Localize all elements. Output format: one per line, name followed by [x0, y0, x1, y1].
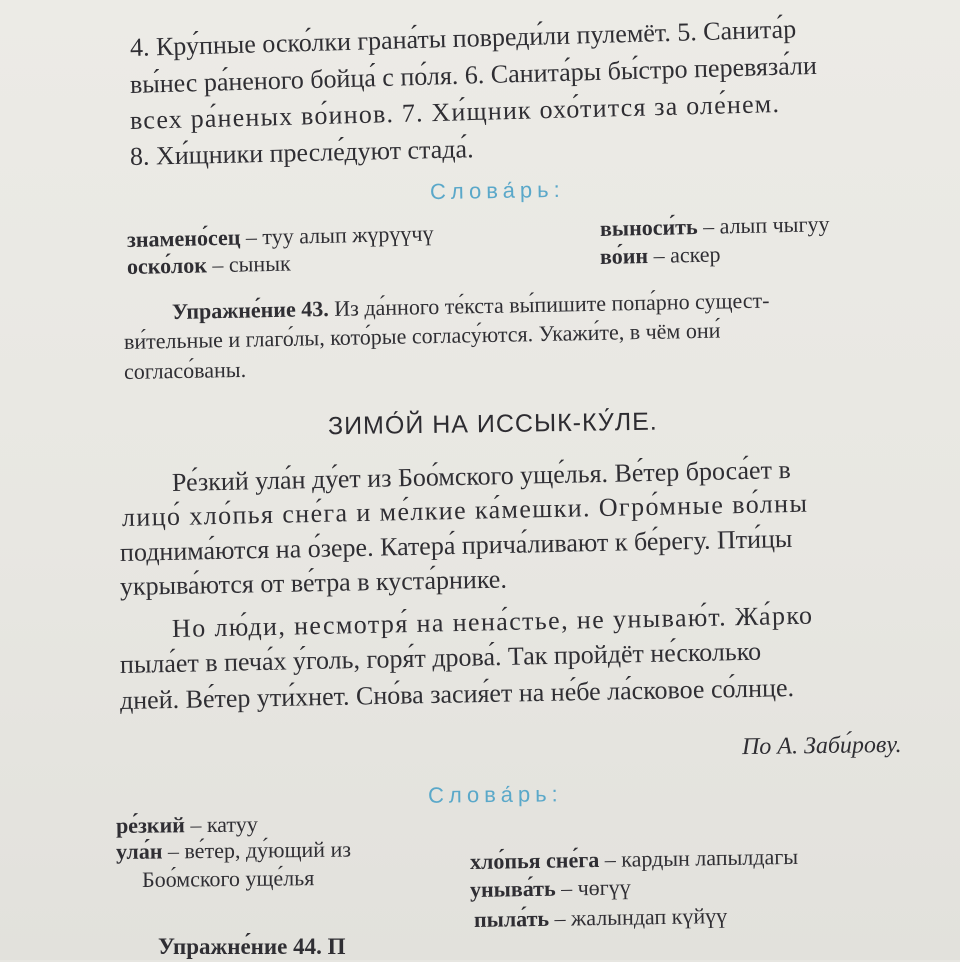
exercise-43-line-3: согласо́ваны.: [123, 356, 247, 384]
vocab-heading: Слова́рь:: [427, 781, 563, 808]
vocab-entry: [116, 836, 351, 866]
exercise-44-cut: Упражне́ние 44. П: [158, 934, 346, 959]
story-title: ЗИМО́Й НА ИССЫК-КУ́ЛЕ.: [327, 407, 658, 441]
vocab-word: хло́пья сне́га: [469, 846, 600, 874]
story-line: лицо́ хло́пья сне́га и ме́лкие ка́мешки. Огро́мные во́лны: [121, 488, 809, 532]
vocab-word: пыла́ть: [473, 905, 550, 932]
vocab-definition: – жалындап күйүү: [548, 903, 728, 931]
vocab-definition: – ве́тер, ду́ющий из: [162, 836, 352, 864]
top-text-line-4: 8. Хи́щники пресле́дуют стада́.: [129, 134, 474, 171]
vocab-word: ула́н: [115, 838, 163, 864]
vocab-word: оско́лок: [126, 252, 208, 279]
story-line: пыла́ет в печа́х у́голь, горя́т дрова́. Так пройдёт не́сколько: [119, 636, 762, 679]
story-author: По А. Заби́рову.: [741, 731, 902, 761]
vocab-word: выноси́ть: [599, 213, 698, 241]
vocab-word: во́ин: [599, 242, 649, 269]
story-line: Но лю́ди, несмотря́ на нена́стье, не унываю́т. Жа́рко: [171, 600, 814, 643]
vocab-definition: – аскер: [647, 241, 721, 268]
vocab-word: ре́зкий: [115, 812, 185, 838]
vocab-entry: [142, 864, 315, 894]
story-line: укрыва́ются от ве́тра в куста́рнике.: [119, 564, 508, 601]
vocab-word: знамено́сец: [126, 224, 241, 252]
story-line: поднима́ются на о́зере. Катера́ прича́ливают к бе́регу. Пти́цы: [119, 523, 793, 567]
exercise-label: Упражне́ние 43.: [171, 295, 329, 324]
top-text-line-3: всех ра́неных во́инов. 7. Хи́щник охо́тится за оле́нем.: [129, 88, 781, 135]
vocab-definition: – чөгүү: [555, 874, 631, 901]
vocab-definition: – кардын лапылдагы: [599, 843, 799, 872]
top-text-line-1: 4. Кру́пные оско́лки грана́ты повреди́ли пулемёт. 5. Санита́р: [129, 14, 797, 62]
vocab-entry: [470, 873, 631, 904]
vocab-definition: – катуу: [184, 811, 258, 838]
story-line: Ре́зкий ула́н ду́ет из Боо́мского уще́лья. Ве́тер броса́ет в: [171, 455, 791, 497]
vocab-entry: [600, 210, 830, 243]
vocab-entry: [116, 811, 258, 840]
vocab-heading: Слова́рь:: [429, 176, 565, 205]
vocab-entry: [470, 843, 798, 876]
vocab-word: уныва́ть: [469, 875, 556, 902]
vocab-entry: [127, 250, 291, 281]
vocab-entry: [600, 240, 721, 271]
vocab-definition: – туу алып жүрүүчү: [240, 220, 434, 250]
story-line: дней. Ве́тер ути́хнет. Сно́ва засия́ет на не́бе ла́сковое со́лнце.: [119, 673, 795, 715]
exercise-43-line-2: ви́тельные и глаго́лы, кото́рые согласу́ются. Укажи́те, в чём они́: [123, 317, 721, 354]
exercise-text: Из да́нного те́кста вы́пишите попа́рно сущест-: [328, 287, 770, 321]
vocab-definition: – алып чыгуу: [697, 211, 830, 239]
top-text-line-2: вы́нес ра́неного бойца́ с по́ля. 6. Санита́ры бы́стро перевяза́ли: [129, 50, 818, 99]
vocab-entry: [474, 902, 728, 934]
vocab-definition: Боо́мского уще́лья: [141, 865, 315, 892]
vocab-definition: – сынык: [206, 250, 291, 278]
